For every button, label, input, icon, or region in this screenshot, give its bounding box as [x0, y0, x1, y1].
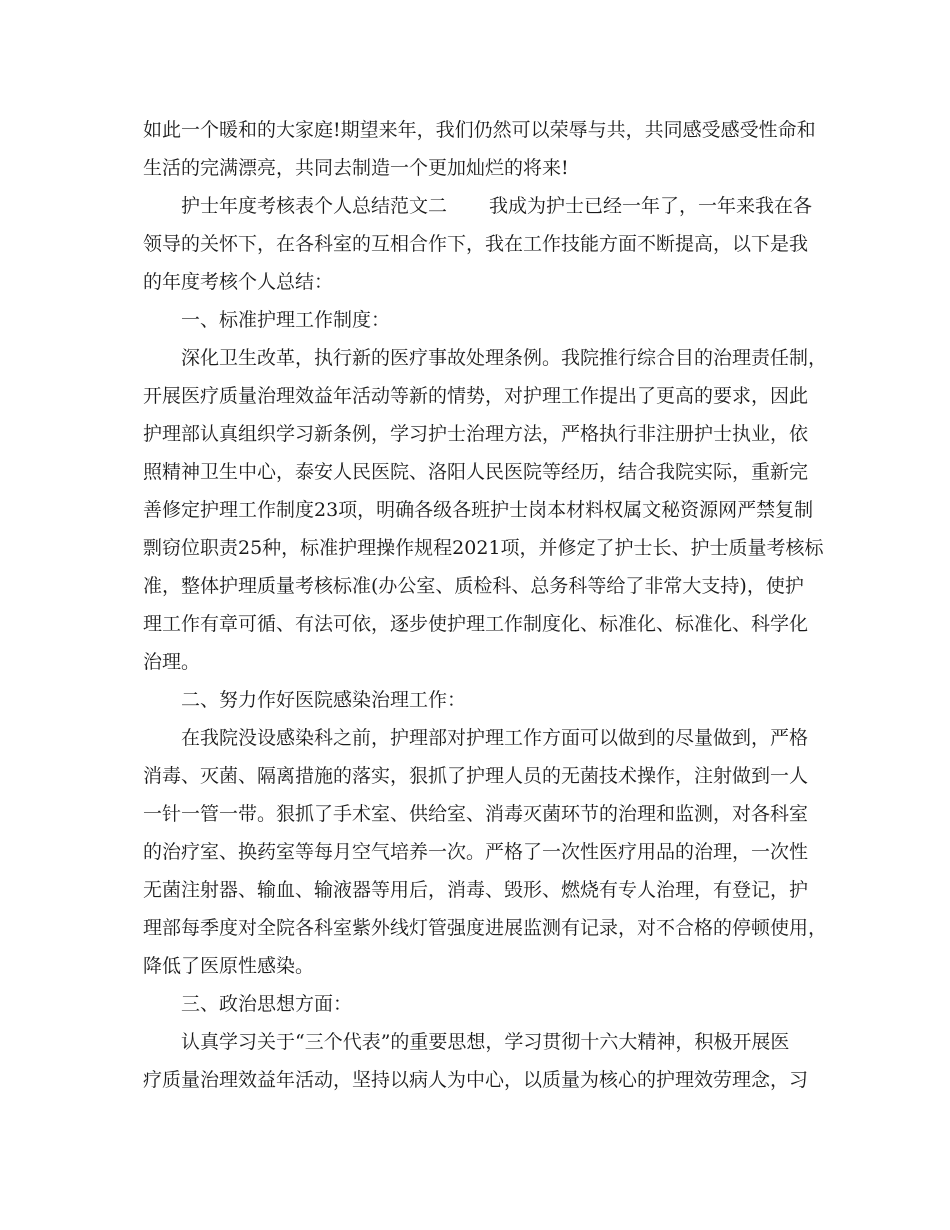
section-heading: 一、标准护理工作制度： [181, 309, 391, 331]
text-line: 在我院没设感染科之前，护理部对护理工作方面可以做到的尽量做到，严格 [181, 727, 809, 749]
text-line: 我成为护士已经一年了，一年来我在各 [489, 195, 813, 217]
section-heading: 三、政治思想方面： [181, 993, 353, 1015]
text-line: 护理部认真组织学习新条例，学习护士治理方法，严格执行非注册护士执业，依 [143, 423, 809, 445]
section-title: 护士年度考核表个人总结范文二 [181, 195, 448, 217]
text-line: 无菌注射器、输血、输液器等用后，消毒、毁形、燃烧有专人治理，有登记，护 [143, 879, 809, 901]
text-line: 准，整体护理质量考核标准(办公室、质检科、总务科等给了非常大支持)，使护 [143, 575, 804, 597]
text-line: 如此一个暖和的大家庭!期望来年，我们仍然可以荣辱与共，共同感受感受性命和 [143, 119, 816, 141]
section-heading: 二、努力作好医院感染治理工作： [181, 689, 467, 711]
text-line: 理部每季度对全院各科室紫外线灯管强度进展监测有记录，对不合格的停顿使用， [143, 917, 828, 939]
text-line: 的年度考核个人总结： [143, 271, 334, 293]
text-line: 领导的关怀下，在各科室的互相合作下，我在工作技能方面不断提高，以下是我 [143, 233, 809, 255]
text-line: 善修定护理工作制度23项，明确各级各班护士岗本材料权属文秘资源网严禁复制 [143, 499, 814, 521]
text-line: 认真学习关于“三个代表”的重要思想，学习贯彻十六大精神，积极开展医 [181, 1031, 790, 1053]
text-line: 理工作有章可循、有法可依，逐步使护理工作制度化、标准化、标准化、科学化 [143, 613, 809, 635]
text-line: 降低了医原性感染。 [143, 955, 315, 977]
section-title-line [181, 193, 812, 219]
text-line: 治理。 [143, 651, 201, 673]
text-line: 深化卫生改革，执行新的医疗事故处理条例。我院推行综合目的治理责任制， [181, 347, 828, 369]
text-line: 一针一管一带。狠抓了手术室、供给室、消毒灭菌环节的治理和监测，对各科室 [143, 803, 809, 825]
text-line: 生活的完满漂亮，共同去制造一个更加灿烂的将来! [143, 157, 569, 179]
text-line: 疗质量治理效益年活动，坚持以病人为中心，以质量为核心的护理效劳理念，习 [143, 1069, 809, 1091]
text-line: 消毒、灭菌、隔离措施的落实，狠抓了护理人员的无菌技术操作，注射做到一人 [143, 765, 809, 787]
text-line: 的治疗室、换药室等每月空气培养一次。严格了一次性医疗用品的治理，一次性 [143, 841, 809, 863]
text-line: 剽窃位职责25种，标准护理操作规程2021项，并修定了护士长、护士质量考核标 [143, 537, 824, 559]
text-line: 开展医疗质量治理效益年活动等新的情势，对护理工作提出了更高的要求，因此 [143, 385, 809, 407]
text-line: 照精神卫生中心，泰安人民医院、洛阳人民医院等经历，结合我院实际，重新完 [143, 461, 809, 483]
